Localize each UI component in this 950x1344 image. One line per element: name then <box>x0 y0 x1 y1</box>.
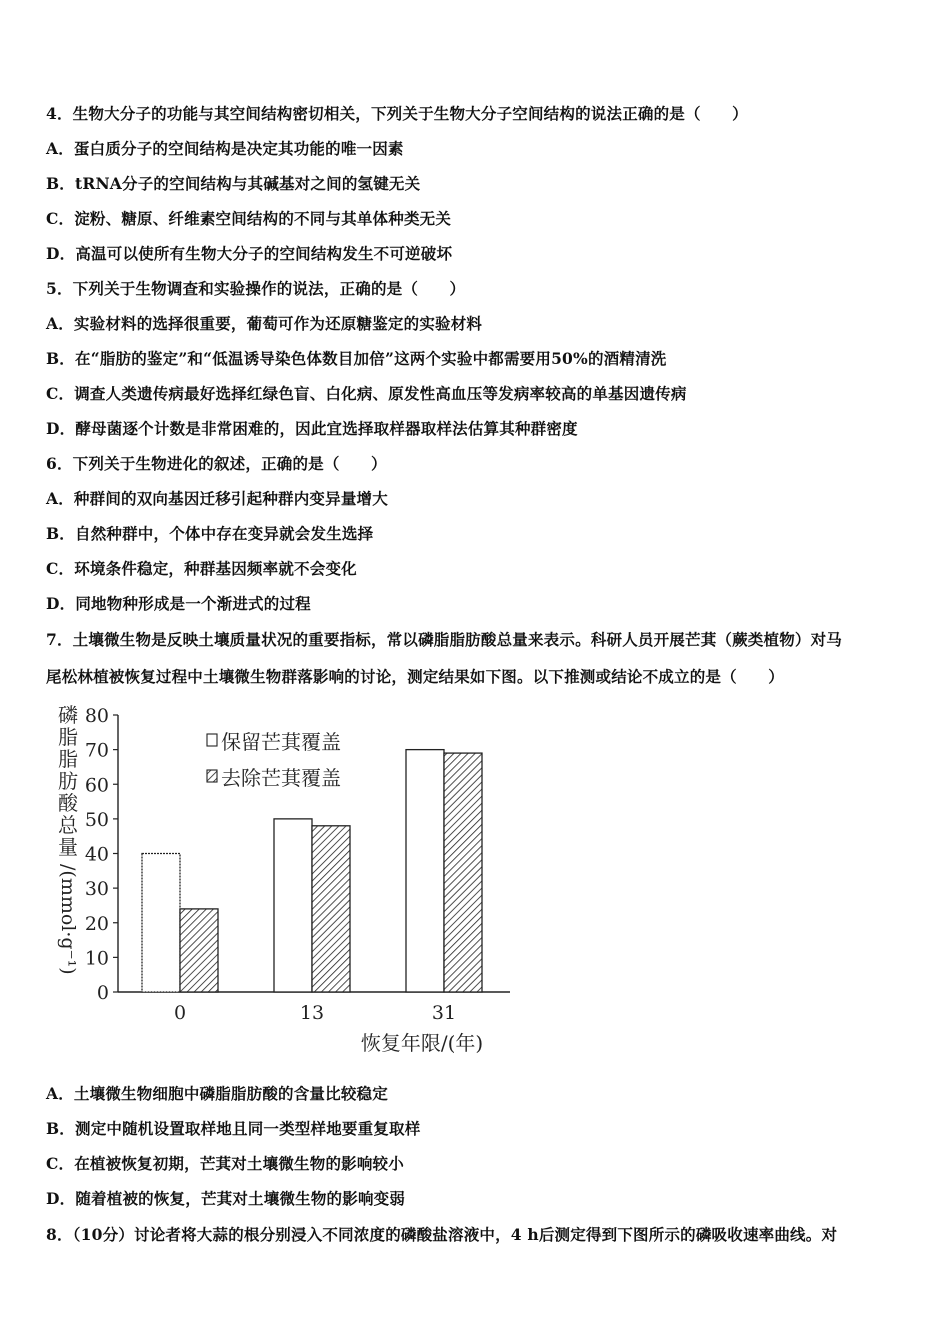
y-axis-label-char: 量 <box>58 835 78 859</box>
q5-stem: 5．下列关于生物调查和实验操作的说法，正确的是（ ） <box>46 279 466 298</box>
y-axis-label-char: 总 <box>58 813 78 837</box>
q5-option-d: D．酵母菌逐个计数是非常困难的，因此宜选择取样器取样法估算其种群密度 <box>46 419 578 438</box>
y-tick-label: 40 <box>84 843 109 866</box>
q7-option-c: C．在植被恢复初期，芒萁对土壤微生物的影响较小 <box>46 1154 404 1173</box>
y-tick-label: 10 <box>84 947 109 970</box>
q7-stem-line2: 尾松林植被恢复过程中土壤微生物群落影响的讨论，测定结果如下图。以下推测或结论不成立的是（ ） <box>46 667 784 686</box>
y-axis-label-unit: /(mmol·g⁻¹) <box>57 864 79 975</box>
q6-option-a: A．种群间的双向基因迁移引起种群内变异量增大 <box>46 489 388 508</box>
y-axis-label-char: 磷 <box>58 703 78 727</box>
phospholipid-bar-chart <box>40 700 580 1070</box>
legend-swatch-1 <box>207 770 217 782</box>
chart-svg <box>40 700 580 1070</box>
q7-option-d: D．随着植被的恢复，芒萁对土壤微生物的影响变弱 <box>46 1189 406 1208</box>
legend-label-0: 保留芒萁覆盖 <box>221 730 341 754</box>
y-tick-label: 50 <box>84 808 109 831</box>
y-tick-label: 30 <box>84 878 109 901</box>
chart-xlabel: 恢复年限/(年) <box>360 1031 484 1055</box>
bar-remove-0 <box>180 909 218 992</box>
q7-option-a: A．土壤微生物细胞中磷脂脂肪酸的含量比较稳定 <box>46 1084 388 1103</box>
q8-stem: 8．（10分）讨论者将大蒜的根分别浸入不同浓度的磷酸盐溶液中，4 h后测定得到下图所示的磷吸收速率曲线。对 <box>46 1225 838 1244</box>
legend-label-1: 去除芒萁覆盖 <box>221 766 341 790</box>
bar-keep-13 <box>274 819 312 992</box>
bar-keep-0 <box>142 854 180 993</box>
y-axis-label-char: 脂 <box>58 725 78 749</box>
q4-stem: 4．生物大分子的功能与其空间结构密切相关，下列关于生物大分子空间结构的说法正确的是（ ） <box>46 104 748 123</box>
y-axis-label-char: 酸 <box>58 791 78 815</box>
y-axis-label-char: 肪 <box>58 769 78 793</box>
bar-remove-31 <box>444 753 482 992</box>
x-tick-label: 31 <box>431 1002 457 1024</box>
q5-option-a: A．实验材料的选择很重要，葡萄可作为还原糖鉴定的实验材料 <box>46 314 483 333</box>
q4-option-d: D．高温可以使所有生物大分子的空间结构发生不可逆破坏 <box>46 244 453 263</box>
q6-option-c: C．环境条件稳定，种群基因频率就不会变化 <box>46 559 357 578</box>
y-axis-label-char: 脂 <box>58 747 78 771</box>
y-tick-label: 20 <box>84 912 109 935</box>
legend-swatch-0 <box>207 734 217 746</box>
y-tick-label: 0 <box>96 982 109 1004</box>
y-tick-label: 80 <box>84 705 109 727</box>
bar-remove-13 <box>312 826 350 992</box>
q5-option-c: C．调查人类遗传病最好选择红绿色盲、白化病、原发性高血压等发病率较高的单基因遗传病 <box>46 384 687 403</box>
q7-option-b: B．测定中随机设置取样地且同一类型样地要重复取样 <box>46 1119 421 1138</box>
x-tick-label: 13 <box>299 1002 325 1024</box>
q4-option-a: A．蛋白质分子的空间结构是决定其功能的唯一因素 <box>46 139 404 158</box>
q5-option-b: B．在“脂肪的鉴定”和“低温诱导染色体数目加倍”这两个实验中都需要用50%的酒精清洗 <box>46 349 667 368</box>
q6-option-d: D．同地物种形成是一个渐进式的过程 <box>46 594 311 613</box>
q4-option-b: B．tRNA分子的空间结构与其碱基对之间的氢键无关 <box>46 174 421 193</box>
y-tick-label: 60 <box>84 774 109 797</box>
q6-stem: 6．下列关于生物进化的叙述，正确的是（ ） <box>46 454 387 473</box>
q6-option-b: B．自然种群中，个体中存在变异就会发生选择 <box>46 524 374 543</box>
q7-stem-line1: 7．土壤微生物是反映土壤质量状况的重要指标，常以磷脂脂肪酸总量来表示。科研人员开展芒萁（蕨类植物）对马 <box>46 630 842 649</box>
y-tick-label: 70 <box>84 739 109 762</box>
q4-option-c: C．淀粉、糖原、纤维素空间结构的不同与其单体种类无关 <box>46 209 452 228</box>
x-tick-label: 0 <box>173 1002 187 1024</box>
bar-keep-31 <box>406 750 444 992</box>
